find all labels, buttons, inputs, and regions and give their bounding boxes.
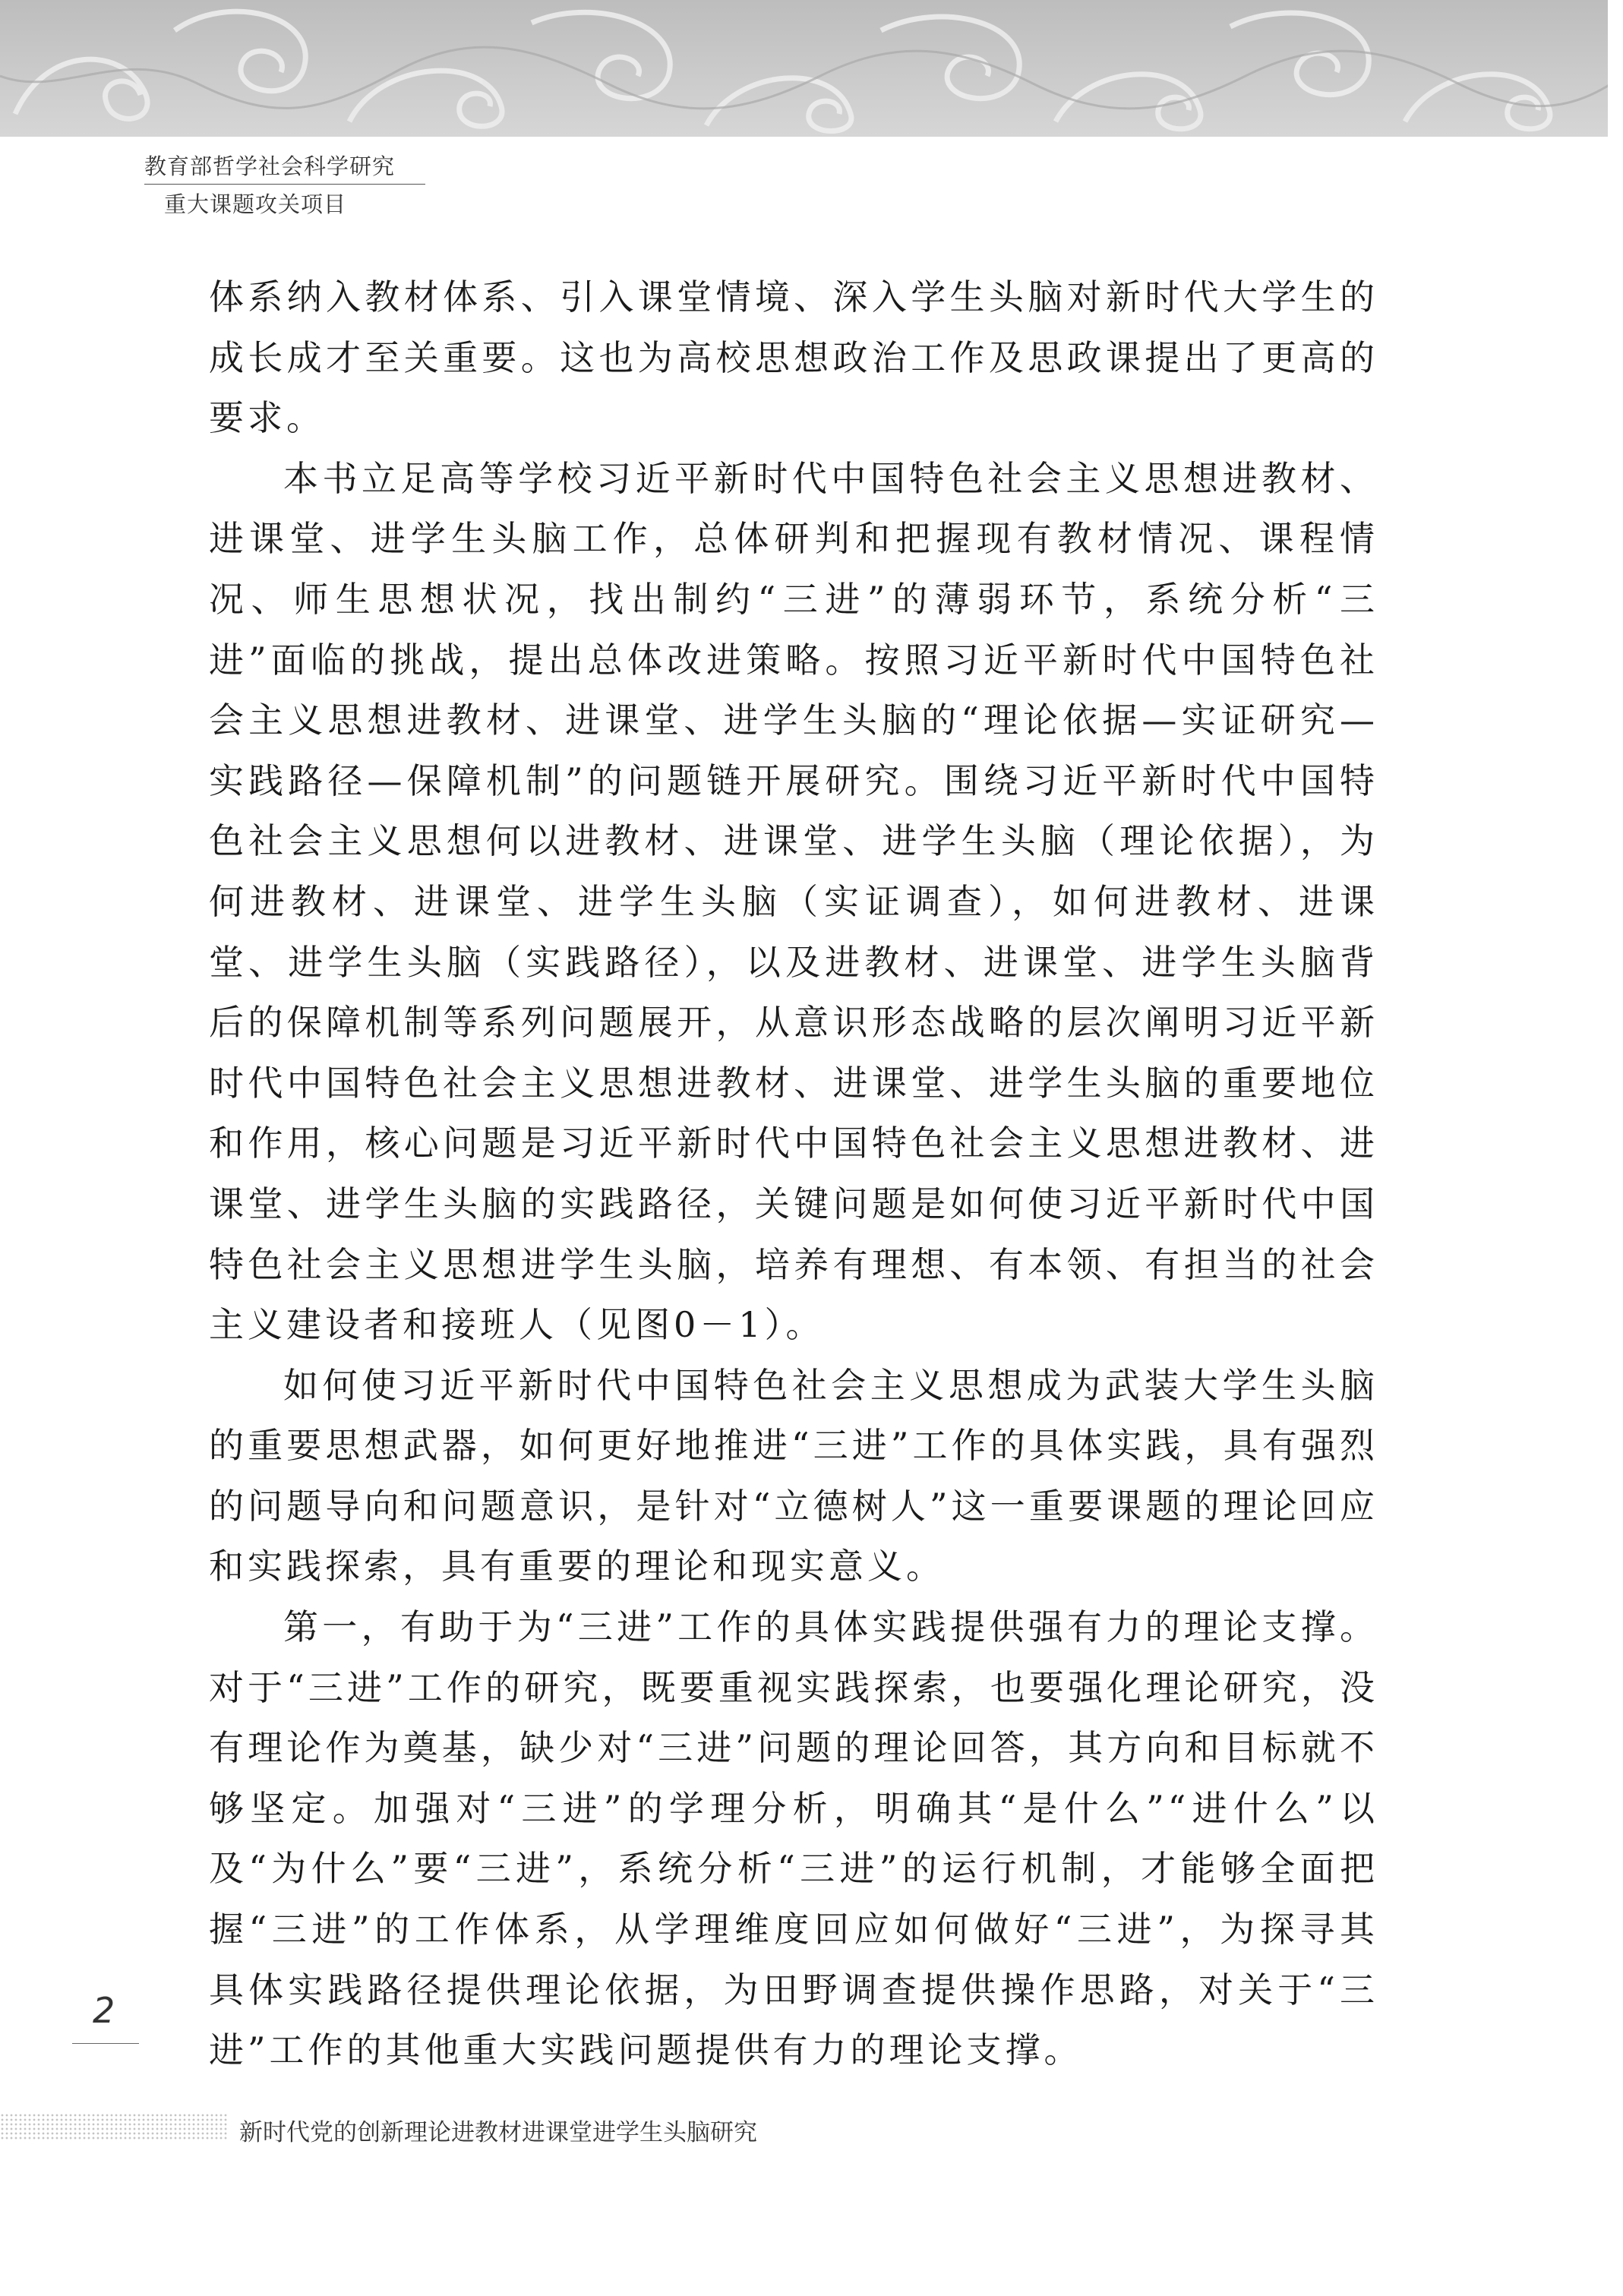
decorative-cloud-banner [0,0,1623,137]
paragraph: 体系纳入教材体系、引入课堂情境、深入学生头脑对新时代大学生的成长成才至关重要。这也为高校思想政治工作及思政课提出了更高的要求。 [209,276,1378,439]
page-number: 2 [93,1990,115,2031]
body-text [209,267,1378,2081]
page-number-rule [72,2043,139,2044]
cloud-pattern-icon [0,0,1623,137]
paragraph: 如何使习近平新时代中国特色社会主义思想成为武装大学生头脑的重要思想武器，如何更好地推进“三进”工作的具体实践，具有强烈的问题导向和问题意识，是针对“立德树人”这一重要课题的理论回应和实践探索，具有重要的理论和现实意义。 [209,1364,1378,1587]
footer-dot-pattern [0,2113,228,2140]
paragraph: 本书立足高等学校习近平新时代中国特色社会主义思想进教材、进课堂、进学生头脑工作，总体研判和把握现有教材情况、课程情况、师生思想状况，找出制约“三进”的薄弱环节，系统分析“三进”面临的挑战，提出总体改进策略。按照习近平新时代中国特色社会主义思想进教材、进课堂、进学生头脑的“理论依据—实证研究—实践路径—保障机制”的问题链开展研究。围绕习近平新时代中国特色社会主义思想何以进教材、进课堂、进学生头脑（理论依据），为何进教材、进课堂、进学生头脑（实证调查），如何进教材、进课堂、进学生头脑（实践路径），以及进教材、进课堂、进学生头脑背后的保障机制等系列问题展开，从意识形态战略的层次阐明习近平新时代中国特色社会主义思想进教材、进课堂、进学生头脑的重要地位和作用，核心问题是习近平新时代中国特色社会主义思想进教材、进课堂、进学生头脑的实践路径，关键问题是如何使习近平新时代中国特色社会主义思想进学生头脑，培养有理想、有本领、有担当的社会主义建设者和接班人（见图0－1）。 [209,457,1378,1346]
running-header-series: 教育部哲学社会科学研究 [144,150,425,185]
footer-book-title: 新时代党的创新理论进教材进课堂进学生头脑研究 [239,2119,757,2146]
paragraph: 第一，有助于为“三进”工作的具体实践提供强有力的理论支撑。对于“三进”工作的研究，既要重视实践探索，也要强化理论研究，没有理论作为奠基，缺少对“三进”问题的理论回答，其方向和目标就不够坚定。加强对“三进”的学理分析，明确其“是什么”“进什么”以及“为什么”要“三进”，系统分析“三进”的运行机制，才能够全面把握“三进”的工作体系，从学理维度回应如何做好“三进”，为探寻其具体实践路径提供理论依据，为田野调查提供操作思路，对关于“三进”工作的其他重大实践问题提供有力的理论支撑。 [209,1606,1378,2071]
running-header [144,150,425,219]
running-header-project: 重大课题攻关项目 [164,191,347,217]
